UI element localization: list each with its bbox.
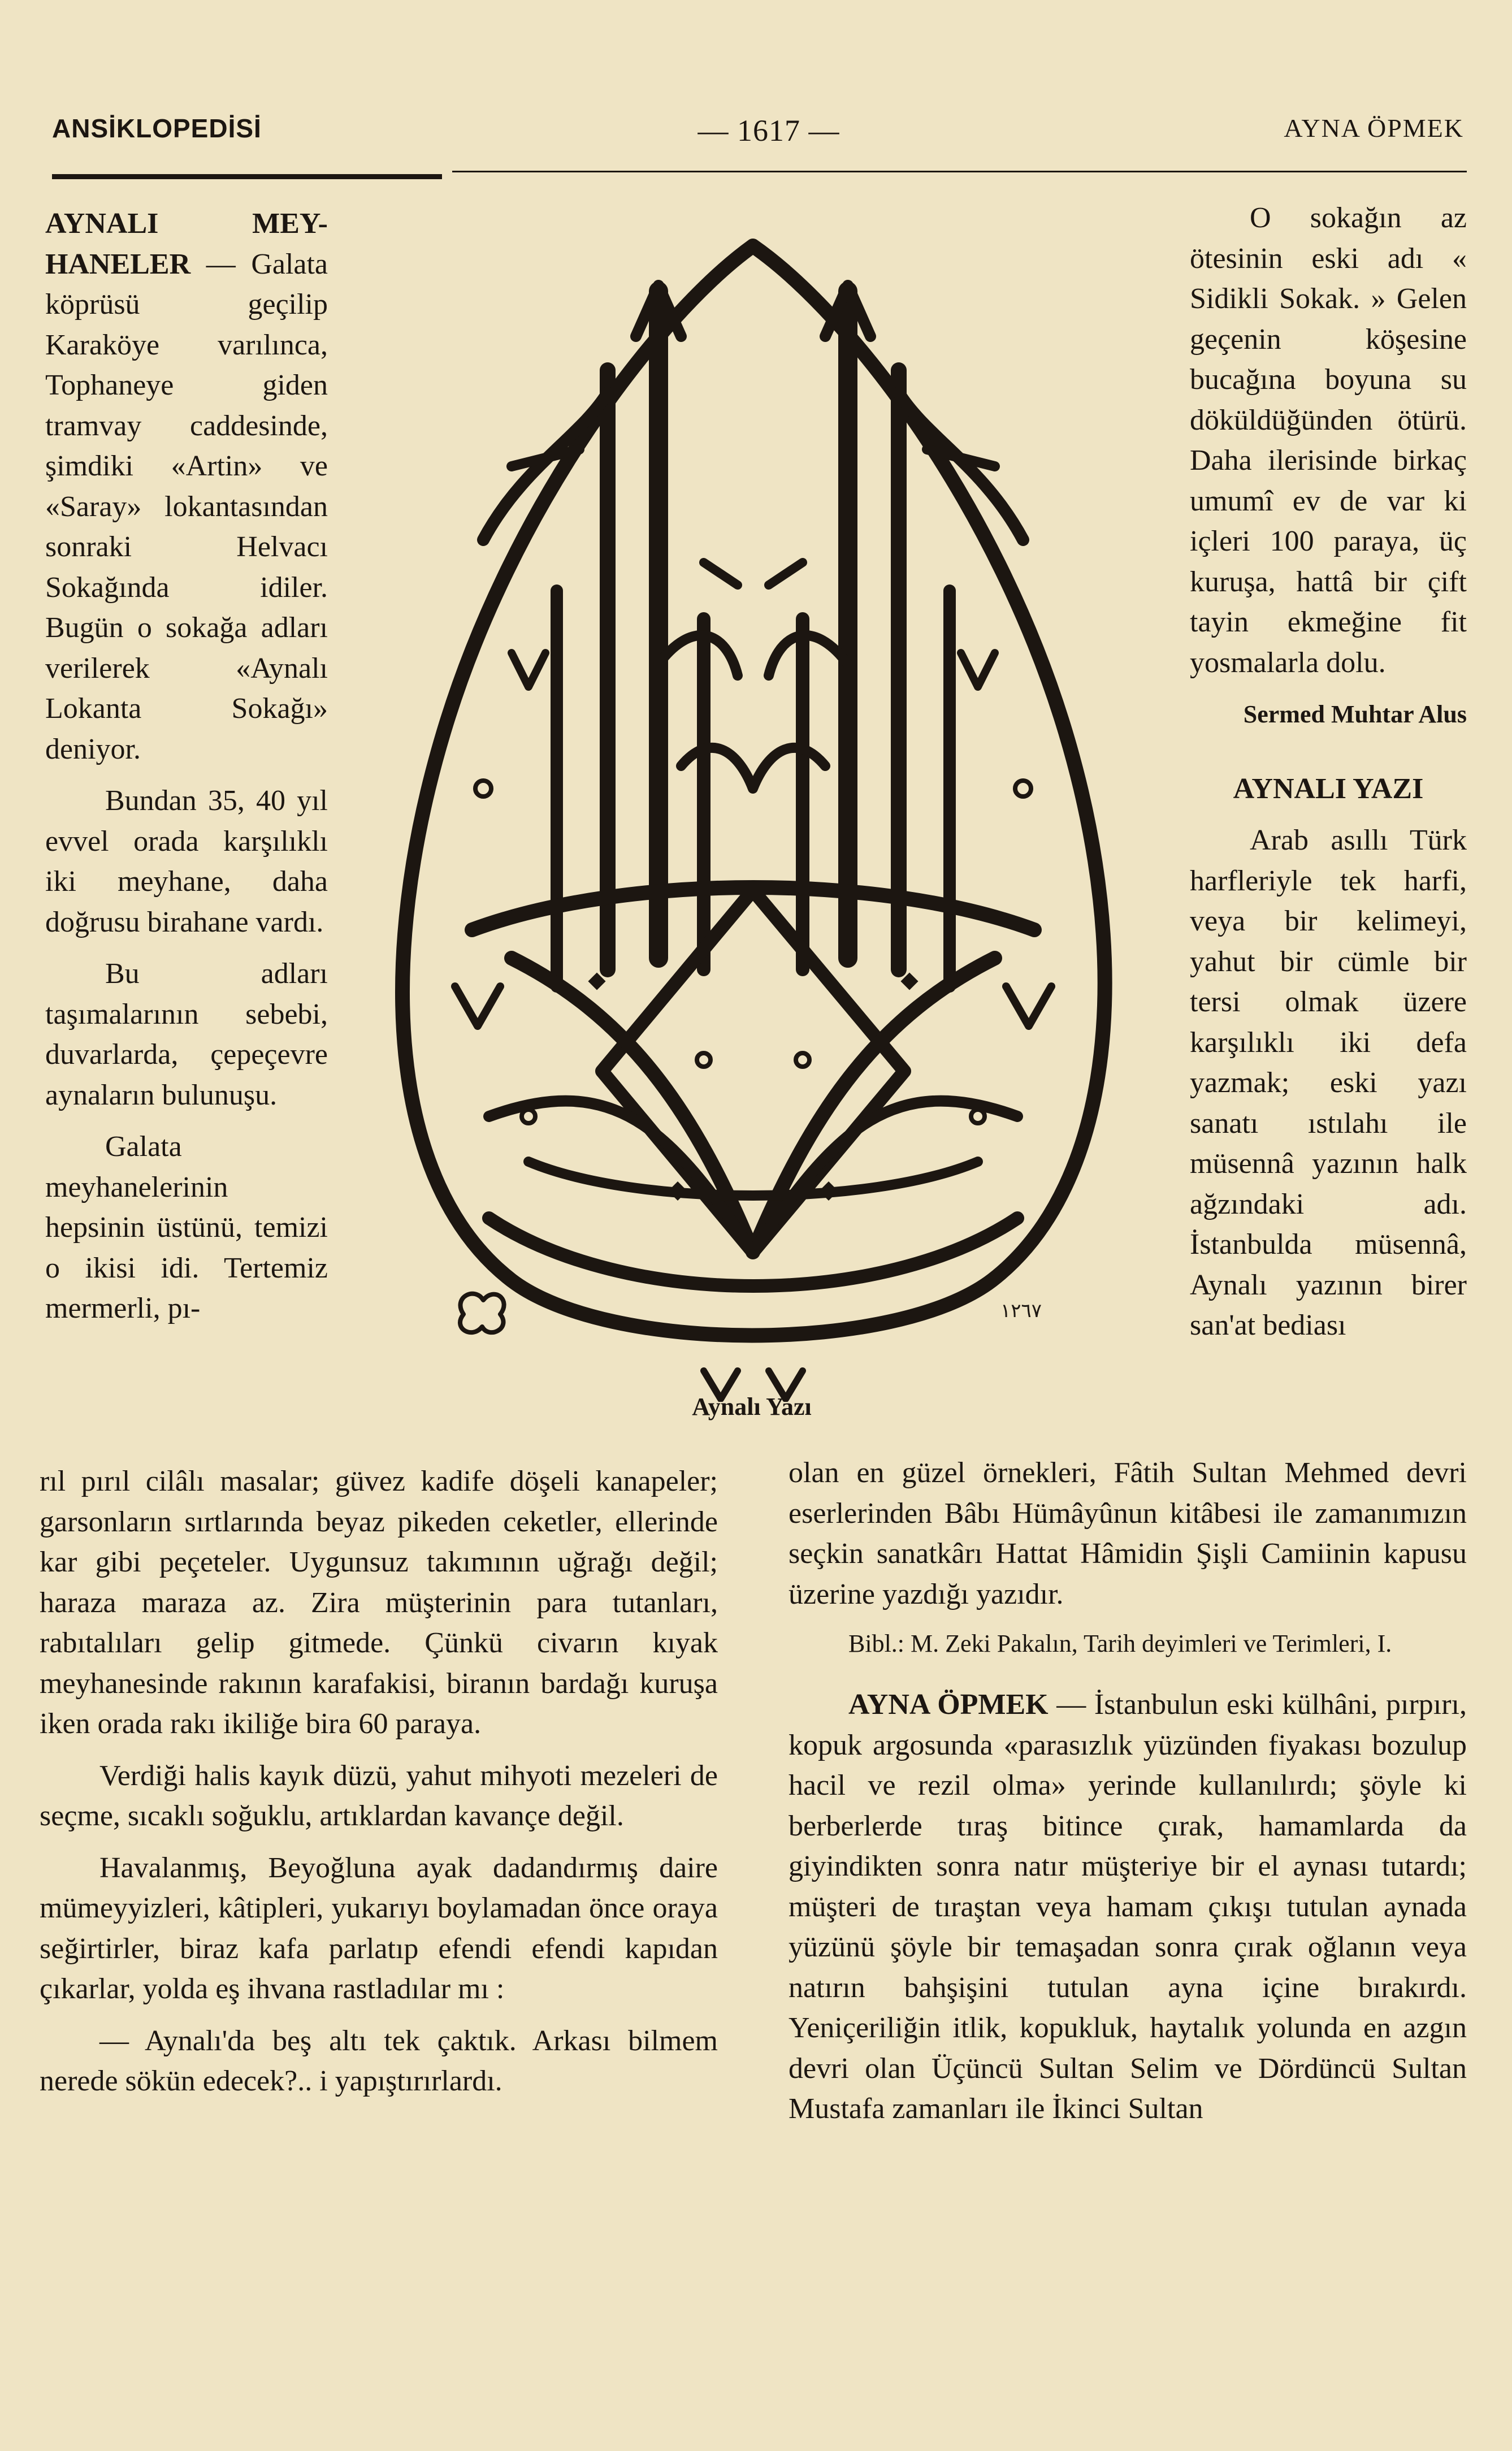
- paragraph: Havalanmış, Beyoğluna ayak dadandırmış daire mümeyyizleri, kâtipleri, yukarıyı boylamadan önce oraya seğirtirler, biraz kafa parlatıp efendi efendi kapıdan çıkarlar, yolda eş ihvana rastladılar mı :: [40, 1851, 718, 2005]
- date-mark: ١٢٦٧: [1000, 1300, 1042, 1322]
- paragraph: Verdiği halis kayık düzü, yahut mihyoti mezeleri de seçme, sıcaklı soğuklu, artıklardan kavançe değil.: [40, 1759, 718, 1832]
- author-signature: Sermed Muhtar Alus: [1243, 700, 1467, 728]
- running-header-right: AYNA ÖPMEK: [1284, 114, 1464, 142]
- article-heading-aynali-yazi: AYNALI YAZI: [1233, 772, 1424, 805]
- paragraph: rıl pırıl cilâlı masalar; güvez kadife döşeli kanapeler; garsonların sırtlarında beyaz pikeden ceketler, ellerinde kar gibi peçeteler. Uygunsuz takımının uğrağı değil; haraza maraza az. Zira müşterinin para tutanları, rabıtalıları gelip gitmede. Çünkü civarın kıyak meyhanesinde rakının karafakisi, biranın bardağı kuruşa iken orada rakı ikiliğe bira 60 paraya.: [40, 1465, 718, 1740]
- paragraph: Bu adları taşımalarının sebebi, duvarlarda, çepeçevre aynaların bulunuşu.: [45, 958, 328, 1111]
- article-heading-ayna-opmek: AYNA ÖPMEK: [848, 1688, 1049, 1721]
- paragraph: — Galata köprüsü geçilip Karaköye varılınca, Tophaneye giden tramvay caddesinde, şimdiki «Artin» ve «Saray» lokantasından sonraki Helvacı Sokağında idiler. Bugün o sokağa adları verilerek «Aynalı Lokanta Sokağı» deniyor.: [45, 248, 328, 765]
- header-rule-left: [52, 174, 442, 179]
- paragraph: Bundan 35, 40 yıl evvel orada karşılıklı iki meyhane, daha doğrusu birahane vardı.: [45, 785, 328, 938]
- right-column-top: [1190, 198, 1467, 1346]
- page-number: — 1617 —: [697, 114, 840, 148]
- paragraph: — Aynalı'da beş altı tek çaktık. Arkası bilmem nerede sökün edecek?.. i yapıştırırlardı.: [40, 2024, 718, 2097]
- paragraph: O sokağın az ötesinin eski adı « Sidikli Sokak. » Gelen geçenin köşesine bucağına boyuna su döküldüğünden ötürü. Daha ilerisinde birkaç umumî ev de var ki içleri 100 paraya, üç kuruşa, hattâ bir çift tayin ekmeğine fit yosmalarla dolu.: [1190, 202, 1467, 679]
- right-column-bottom: [789, 1453, 1467, 2129]
- figure-caption: Aynalı Yazı: [692, 1393, 812, 1421]
- left-column-top: [45, 203, 328, 1329]
- ornament-icon: [460, 1294, 504, 1332]
- paragraph: — İstanbulun eski külhâni, pırpırı, kopuk argosunda «parasızlık yüzünden fiyakası bozulup hacil ve rezil olma» yerinde kullanılırdı; şöyle ki berberlerde tıraş bitince çırak, hamamlarda da giyindikten sonra natır müşteriye bir el aynası tutardı; müşteri de tıraştan veya hamam çıkışı tutulan aynada yüzünü şöyle bir temaşadan sonra çırak oğlanın veya natırın bahşişini tutulan ayna içine bırakırdı. Yeniçeriliğin itlik, kopukluk, haytalık yolunda en azgın devri olan Üçüncü Sultan Selim ve Dördüncü Sultan Mustafa zamanları ile İkinci Sultan: [789, 1688, 1467, 2125]
- header-rule-right: [452, 171, 1467, 172]
- mirror-calligraphy-figure: [342, 223, 1164, 1402]
- left-column-bottom: [40, 1461, 718, 2102]
- paragraph: Galata meyhanelerinin hepsinin üstünü, temizi o ikisi idi. Tertemiz mermerli, pı-: [45, 1131, 328, 1324]
- paragraph: olan en güzel örnekleri, Fâtih Sultan Mehmed devri eserlerinden Bâbı Hümâyûnun kitâbesi ile zamanımızın seçkin sanatkârı Hattat Hâmidin Şişli Camiinin kapusu üzerine yazdığı yazıdır.: [789, 1457, 1467, 1610]
- running-header-left: ANSİKLOPEDİSİ: [52, 114, 262, 143]
- paragraph: Arab asıllı Türk harfleriyle tek harfi, veya bir kelimeyi, yahut bir cümle bir tersi olmak üzere karşılıklı iki defa yazmak; eski yazı sanatı ıstılahı ile müsennâ yazının halk ağzındaki adı. İstanbulda müsennâ, Aynalı yazının birer san'at bediası: [1190, 824, 1467, 1341]
- article-heading-aynali-meyhaneler: AYNALI MEY-HANELER: [45, 207, 328, 280]
- bibliography: Bibl.: M. Zeki Pakalın, Tarih deyimleri ve Terimleri, I.: [848, 1630, 1392, 1657]
